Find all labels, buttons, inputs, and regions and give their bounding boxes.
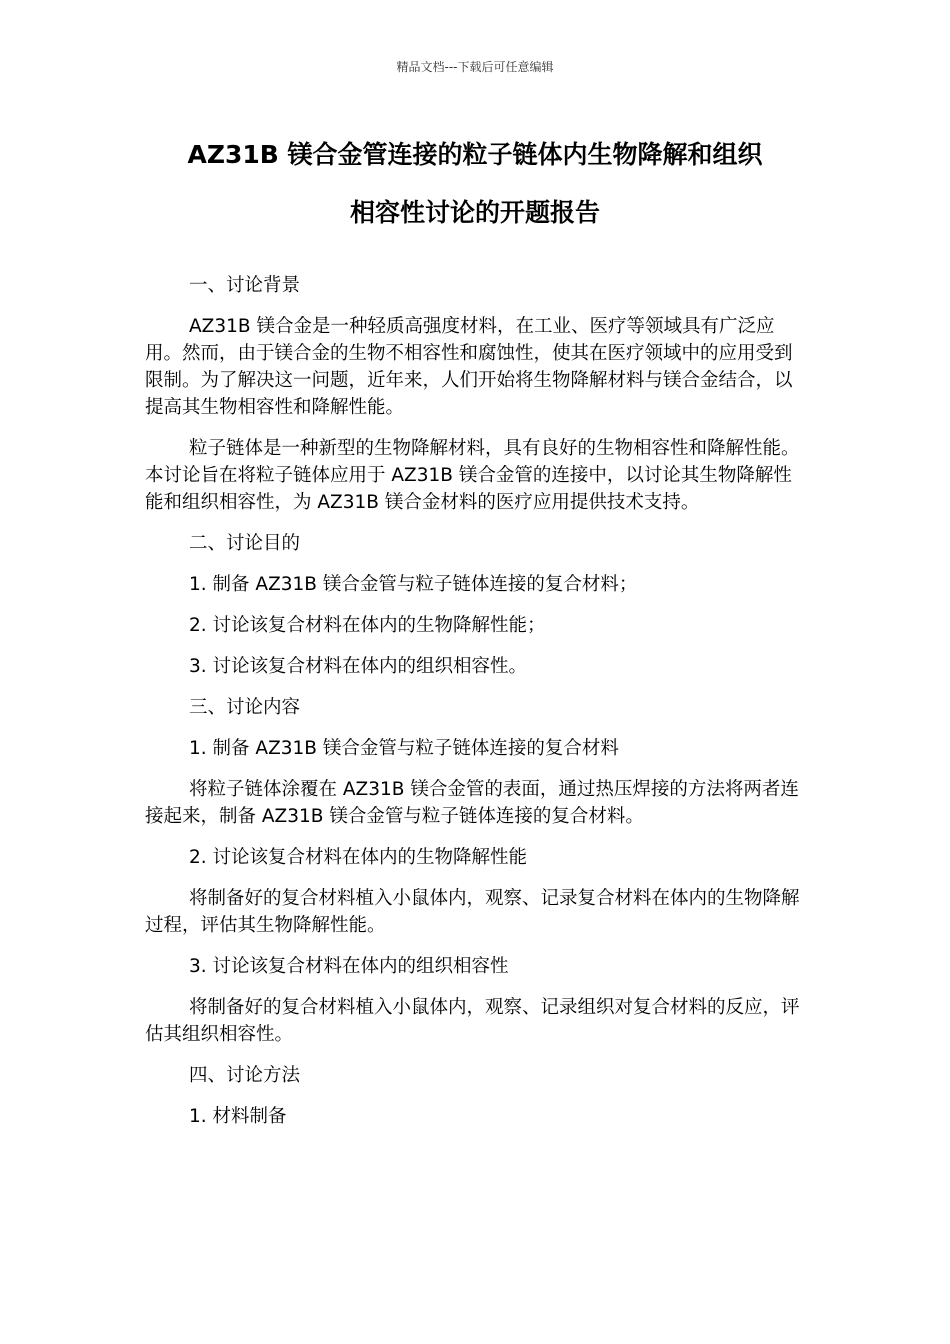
content-paragraph-3: 将制备好的复合材料植入小鼠体内，观察、记录组织对复合材料的反应，评估其组织相容性。 [145,997,800,1045]
section-heading-purpose: 二、讨论目的 [189,533,301,554]
section-heading-background: 一、讨论背景 [189,275,301,296]
content-item-1: 1. 制备 AZ31B 镁合金管与粒子链体连接的复合材料 [189,738,619,759]
purpose-item-1: 1. 制备 AZ31B 镁合金管与粒子链体连接的复合材料； [189,574,638,595]
purpose-item-2: 2. 讨论该复合材料在体内的生物降解性能； [189,615,546,636]
paragraph-background-1: AZ31B 镁合金是一种轻质高强度材料，在工业、医疗等领域具有广泛应用。然而，由于镁合金的生物不相容性和腐蚀性，使其在医疗领域中的应用受到限制。为了解决这一问题，近年来，人们开始将生物降解材料与镁合金结合，以提高其生物相容性和降解性能。 [145,316,793,418]
content-paragraph-1: 将粒子链体涂覆在 AZ31B 镁合金管的表面，通过热压焊接的方法将两者连接起来，制备 AZ31B 镁合金管与粒子链体连接的复合材料。 [145,779,799,827]
title-line-2: 相容性讨论的开题报告 [349,198,600,227]
content-paragraph-2: 将制备好的复合材料植入小鼠体内，观察、记录复合材料在体内的生物降解过程，评估其生物降解性能。 [145,888,800,936]
title-line-1: AZ31B 镁合金管连接的粒子链体内生物降解和组织 [187,140,763,169]
purpose-item-3: 3. 讨论该复合材料在体内的组织相容性。 [189,656,528,677]
methods-item-1: 1. 材料制备 [189,1106,287,1127]
document-body [145,272,810,1144]
content-item-2: 2. 讨论该复合材料在体内的生物降解性能 [189,847,528,868]
section-heading-methods: 四、讨论方法 [189,1065,301,1086]
paragraph-background-2: 粒子链体是一种新型的生物降解材料，具有良好的生物相容性和降解性能。本讨论旨在将粒子链体应用于 AZ31B 镁合金管的连接中，以讨论其生物降解性能和组织相容性，为 AZ31B 镁合金材料的医疗应用提供技术支持。 [145,438,800,513]
page-header: 精品文档---下载后可任意编辑 [396,60,554,74]
section-heading-content: 三、讨论内容 [189,697,301,718]
content-item-3: 3. 讨论该复合材料在体内的组织相容性 [189,956,509,977]
